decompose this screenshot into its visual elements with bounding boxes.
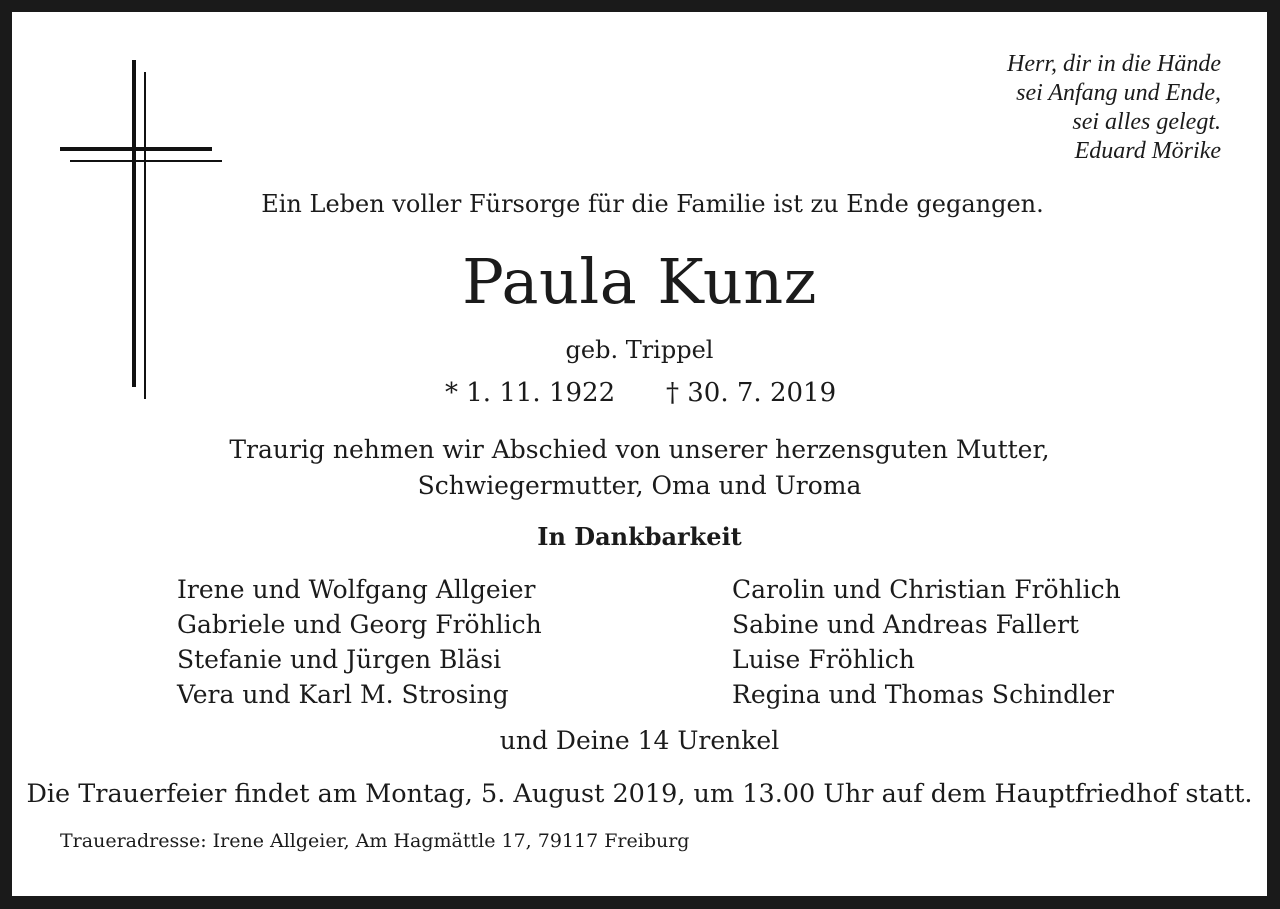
maiden-name: geb. Trippel [565,336,714,364]
quote-author: Eduard Mörike [1074,138,1221,164]
mourner-entry: Carolin und Christian Fröhlich [732,575,1121,604]
mourner-entry: Vera und Karl M. Strosing [177,680,509,709]
mourners-left-column [177,572,542,712]
birth-date: * 1. 11. 1922 [445,378,616,408]
great-grandchildren-line: und Deine 14 Urenkel [499,726,780,755]
mourner-entry: Regina und Thomas Schindler [732,680,1115,709]
intro-sentence: Ein Leben voller Fürsorge für die Familie ist zu Ende gegangen. [261,190,1044,218]
life-dates [12,378,1267,412]
mourner-entry: Irene und Wolfgang Allgeier [177,575,536,604]
poem-quote [1007,50,1221,166]
quote-line: sei Anfang und Ende, [1016,80,1221,106]
deceased-name: Paula Kunz [462,245,817,318]
mourner-entry: Luise Fröhlich [732,645,915,674]
obituary-notice [12,12,1267,896]
mourner-entry: Stefanie und Jürgen Bläsi [177,645,502,674]
mourning-line: Traurig nehmen wir Abschied von unserer herzensguten Mutter, [229,435,1050,464]
funeral-ceremony-info: Die Trauerfeier findet am Montag, 5. August 2019, um 13.00 Uhr auf dem Hauptfriedhof statt. [26,779,1253,809]
quote-line: Herr, dir in die Hände [1007,51,1221,77]
mourner-entry: Gabriele und Georg Fröhlich [177,610,542,639]
thanks-heading: In Dankbarkeit [537,522,742,551]
mourning-text [12,432,1267,504]
death-date: † 30. 7. 2019 [666,378,837,408]
mourners-right-column [732,572,1121,712]
quote-line: sei alles gelegt. [1072,109,1221,135]
mourning-line: Schwiegermutter, Oma und Uroma [417,471,862,500]
mourner-entry: Sabine und Andreas Fallert [732,610,1079,639]
mourning-address: Traueradresse: Irene Allgeier, Am Hagmättle 17, 79117 Freiburg [60,830,690,852]
